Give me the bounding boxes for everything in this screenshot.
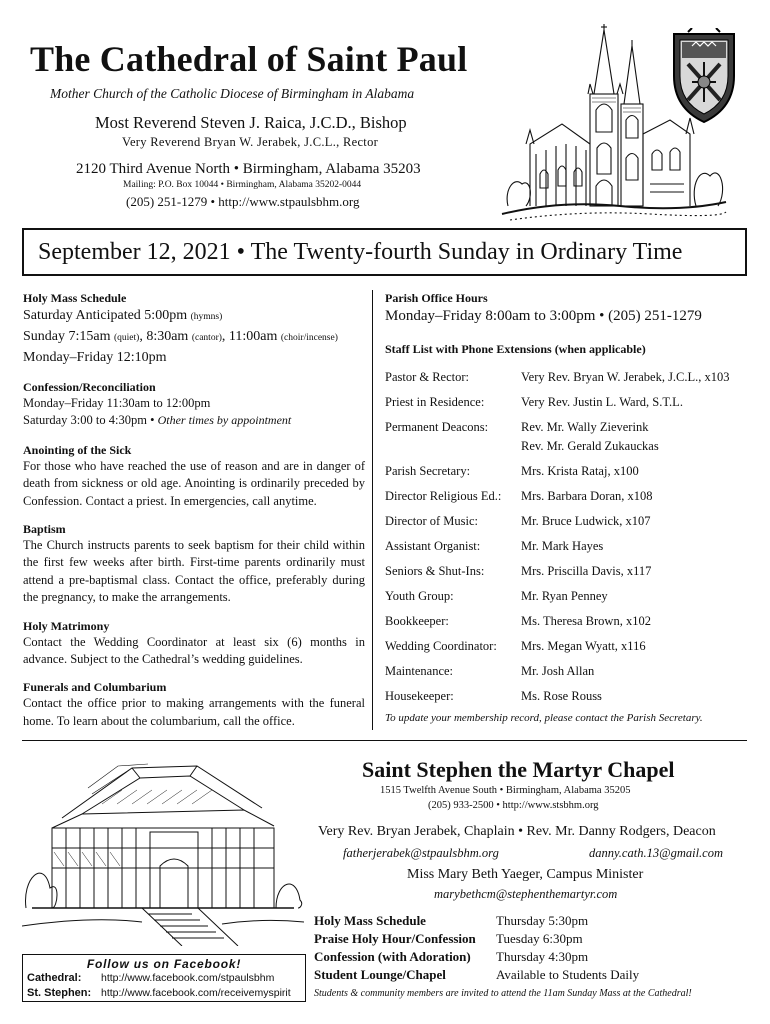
chapel-phone-website: (205) 933-2500 • http://www.stsbhm.org <box>428 800 599 811</box>
staff-row <box>385 609 745 634</box>
staff-name: Very Rev. Bryan W. Jerabek, J.C.L., x103 <box>521 370 730 384</box>
staff-name: Mrs. Priscilla Davis, x117 <box>521 564 652 578</box>
weekday-mass: Monday–Friday 12:10pm <box>23 350 167 365</box>
staff-name <box>521 418 745 455</box>
staff-row <box>385 509 745 534</box>
office-hours-text: Monday–Friday 8:00am to 3:00pm • (205) 251-1279 <box>385 308 702 324</box>
staff-name: Mr. Mark Hayes <box>521 539 604 553</box>
staff-list-heading: Staff List with Phone Extensions (when applicable) <box>385 342 646 356</box>
staff-name: Very Rev. Justin L. Ward, S.T.L. <box>521 395 683 409</box>
sunday-mass-time-2: , 8:30am <box>139 329 192 344</box>
facebook-link-st-stephen[interactable]: http://www.facebook.com/receivemyspirit <box>101 987 291 999</box>
clergy-emails <box>343 846 723 861</box>
saturday-mass-time: Saturday Anticipated 5:00pm <box>23 308 191 323</box>
staff-row <box>385 684 745 709</box>
staff-row <box>385 484 745 509</box>
page-subtitle: Mother Church of the Catholic Diocese of Birmingham in Alabama <box>50 86 415 101</box>
baptism-heading: Baptism <box>23 522 66 537</box>
confession-saturday-time: Saturday 3:00 to 4:30pm • <box>23 413 158 428</box>
staff-role: Director of Music: <box>385 514 479 528</box>
sunday-mass <box>23 327 365 348</box>
staff-role: Parish Secretary: <box>385 464 471 478</box>
deacon-email[interactable]: danny.cath.13@gmail.com <box>588 846 723 860</box>
facebook-box <box>22 954 306 1002</box>
staff-role: Bookkeeper: <box>385 614 449 628</box>
chapel-schedule <box>314 912 734 984</box>
column-divider <box>372 290 373 730</box>
matrimony-text: Contact the Wedding Coordinator at least six (6) months in advance. Subject to the Cathedral’s wedding guidelines. <box>23 634 365 667</box>
chapel-schedule-value: Thursday 4:30pm <box>496 949 589 964</box>
chapel-schedule-row <box>314 912 734 930</box>
chapel-title: Saint Stephen the Martyr Chapel <box>362 757 675 782</box>
confession-weekday: Monday–Friday 11:30am to 12:00pm <box>23 396 211 410</box>
staff-row <box>385 634 745 659</box>
chapel-clergy: Very Rev. Bryan Jerabek, Chaplain • Rev. Mr. Danny Rodgers, Deacon <box>318 824 716 839</box>
staff-row <box>385 365 745 390</box>
bishop-line: Most Reverend Steven J. Raica, J.C.D., Bishop <box>95 113 407 132</box>
staff-row <box>385 659 745 684</box>
staff-role: Wedding Coordinator: <box>385 639 497 653</box>
saturday-mass-note: (hymns) <box>190 312 223 322</box>
chapel-schedule-label: Praise Holy Hour/Confession <box>314 931 476 946</box>
street-address: 2120 Third Avenue North • Birmingham, Alabama 35203 <box>76 161 421 177</box>
staff-role: Youth Group: <box>385 589 454 603</box>
staff-row <box>385 390 745 415</box>
rector-line: Very Reverend Bryan W. Jerabek, J.C.L., Rector <box>122 135 379 149</box>
staff-row <box>385 459 745 484</box>
facebook-label: Cathedral: <box>27 972 82 984</box>
sunday-mass-time-3: , 11:00am <box>221 329 281 344</box>
staff-row <box>385 534 745 559</box>
staff-name: Mr. Josh Allan <box>521 664 595 678</box>
sunday-mass-time-1: Sunday 7:15am <box>23 329 114 344</box>
staff-name: Mrs. Krista Rataj, x100 <box>521 464 639 478</box>
facebook-link-cathedral[interactable]: http://www.facebook.com/stpaulsbhm <box>101 972 275 984</box>
anointing-text: For those who have reached the use of reason and are in danger of death from sickness or old age. Anointing is ordinarily preceded by Confession. Contact a priest. In emergencies, call anytime. <box>23 458 365 508</box>
chapel-schedule-value: Thursday 5:30pm <box>496 913 589 928</box>
sunday-mass-note-1: (quiet) <box>114 333 140 343</box>
staff-role: Permanent Deacons: <box>385 420 489 434</box>
coat-of-arms-crest <box>668 28 740 124</box>
parish-office-column <box>385 290 745 724</box>
chapel-schedule-value: Available to Students Daily <box>496 967 640 982</box>
campus-minister: Miss Mary Beth Yaeger, Campus Minister <box>407 867 644 882</box>
staff-role: Director Religious Ed.: <box>385 489 502 503</box>
confession-appointment-note: Other times by appointment <box>157 413 292 428</box>
funerals-heading: Funerals and Columbarium <box>23 680 167 695</box>
facebook-row <box>27 986 301 1001</box>
staff-name: Ms. Theresa Brown, x102 <box>521 614 651 628</box>
mass-schedule-heading: Holy Mass Schedule <box>23 291 127 305</box>
chapel-address: 1515 Twelfth Avenue South • Birmingham, Alabama 35205 <box>380 785 631 796</box>
campus-minister-email[interactable]: marybethcm@stephenthemartyr.com <box>434 887 618 901</box>
chapel-schedule-row <box>314 966 734 984</box>
staff-row <box>385 415 745 459</box>
chapel-schedule-label: Student Lounge/Chapel <box>314 967 446 982</box>
chapel-schedule-row <box>314 948 734 966</box>
sunday-mass-note-2: (cantor) <box>191 333 222 343</box>
anointing-heading: Anointing of the Sick <box>23 442 132 457</box>
staff-row <box>385 559 745 584</box>
chapel-schedule-value: Tuesday 6:30pm <box>496 931 583 946</box>
deacon-name-1: Rev. Mr. Wally Zieverink <box>521 420 649 434</box>
mailing-address: Mailing: P.O. Box 10044 • Birmingham, Alabama 35202-0044 <box>123 180 362 190</box>
students-invitation-note: Students & community members are invited to attend the 11am Sunday Mass at the Cathedral! <box>314 988 692 999</box>
chapel-schedule-label: Confession (with Adoration) <box>314 949 471 964</box>
facebook-row <box>27 971 301 986</box>
chaplain-email[interactable]: fatherjerabek@stpaulsbhm.org <box>343 846 499 860</box>
phone-website: (205) 251-1279 • http://www.stpaulsbhm.org <box>126 194 360 209</box>
section-divider <box>22 740 747 741</box>
sacraments-column <box>23 290 365 730</box>
office-hours-heading: Parish Office Hours <box>385 291 488 305</box>
confession-heading: Confession/Reconciliation <box>23 380 156 394</box>
staff-name: Mr. Ryan Penney <box>521 589 608 603</box>
chapel-schedule-label: Holy Mass Schedule <box>314 913 426 928</box>
chapel-illustration <box>22 748 304 946</box>
matrimony-heading: Holy Matrimony <box>23 618 110 633</box>
page-title: The Cathedral of Saint Paul <box>30 39 468 79</box>
saturday-mass <box>23 306 365 327</box>
funerals-text: Contact the office prior to making arrangements with the funeral home. To learn about the columbarium, call the office. <box>23 696 365 728</box>
staff-role: Pastor & Rector: <box>385 370 470 384</box>
staff-role: Maintenance: <box>385 664 454 678</box>
confession-saturday <box>23 412 365 429</box>
staff-name: Ms. Rose Rouss <box>521 689 602 703</box>
staff-role: Priest in Residence: <box>385 395 485 409</box>
deacon-name-2: Rev. Mr. Gerald Zukauckas <box>521 438 659 453</box>
sunday-mass-note-3: (choir/incense) <box>280 333 338 343</box>
baptism-text: The Church instructs parents to seek baptism for their child within the first few weeks after birth. First-time parents ordinarily must attend a pre-baptismal class. Contact the office, preferably during the pregnancy, to make the arrangements. <box>23 538 365 605</box>
membership-update-note: To update your membership record, please contact the Parish Secretary. <box>385 712 703 724</box>
staff-name: Mrs. Megan Wyatt, x116 <box>521 639 646 653</box>
facebook-title: Follow us on Facebook! <box>86 957 242 971</box>
staff-name: Mrs. Barbara Doran, x108 <box>521 489 653 503</box>
chapel-schedule-row <box>314 930 734 948</box>
date-banner: September 12, 2021 • The Twenty-fourth Sunday in Ordinary Time <box>22 228 747 276</box>
staff-role: Assistant Organist: <box>385 539 481 553</box>
staff-list <box>385 365 745 709</box>
staff-role: Seniors & Shut-Ins: <box>385 564 485 578</box>
staff-row <box>385 584 745 609</box>
facebook-label: St. Stephen: <box>27 987 92 999</box>
staff-role: Housekeeper: <box>385 689 454 703</box>
staff-name: Mr. Bruce Ludwick, x107 <box>521 514 651 528</box>
